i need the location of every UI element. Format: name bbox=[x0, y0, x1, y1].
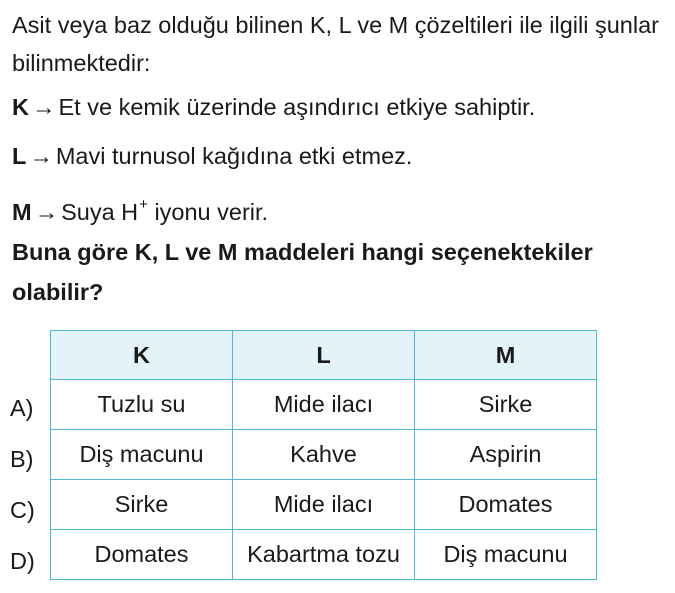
table-cell: Domates bbox=[51, 530, 233, 580]
table-row[interactable] bbox=[51, 380, 597, 430]
fact-k-letter: K bbox=[12, 94, 29, 120]
fact-m-text-after: iyonu verir. bbox=[147, 199, 269, 225]
option-b-label[interactable]: B) bbox=[10, 446, 34, 472]
table-cell: Mide ilacı bbox=[233, 380, 415, 430]
fact-l-letter: L bbox=[12, 143, 27, 169]
table-cell: Kabartma tozu bbox=[233, 530, 415, 580]
arrow-icon: → bbox=[34, 199, 59, 225]
header-l: L bbox=[233, 331, 415, 380]
header-k: K bbox=[51, 331, 233, 380]
arrow-icon: → bbox=[29, 143, 53, 169]
fact-m bbox=[12, 190, 268, 227]
option-a-label[interactable]: A) bbox=[10, 395, 34, 421]
option-d-label[interactable]: D) bbox=[10, 548, 35, 574]
header-m: M bbox=[415, 331, 597, 380]
table-cell: Diş macunu bbox=[51, 430, 233, 480]
answer-table bbox=[50, 330, 597, 580]
fact-m-text: Suya H bbox=[61, 199, 139, 225]
intro-text: Asit veya baz olduğu bilinen K, L ve M çözeltileri ile ilgili şunlar bilinmektedir: bbox=[12, 12, 659, 76]
question-text: Buna göre K, L ve M maddeleri hangi seçenektekiler olabilir? bbox=[12, 239, 593, 305]
table-cell: Tuzlu su bbox=[51, 380, 233, 430]
fact-m-letter: M bbox=[12, 199, 32, 225]
fact-k-text: Et ve kemik üzerinde aşındırıcı etkiye sahiptir. bbox=[58, 94, 536, 120]
fact-k bbox=[12, 92, 535, 122]
arrow-icon: → bbox=[31, 94, 56, 120]
table-cell: Sirke bbox=[51, 480, 233, 530]
fact-l bbox=[12, 141, 412, 171]
table-cell: Kahve bbox=[233, 430, 415, 480]
table-row[interactable] bbox=[51, 530, 597, 580]
fact-l-text: Mavi turnusol kağıdına etki etmez. bbox=[55, 143, 413, 169]
table-cell: Diş macunu bbox=[415, 530, 597, 580]
table-cell: Aspirin bbox=[415, 430, 597, 480]
table-row[interactable] bbox=[51, 480, 597, 530]
table-header-row bbox=[51, 331, 597, 380]
fact-m-superscript: + bbox=[139, 196, 148, 213]
table-cell: Mide ilacı bbox=[233, 480, 415, 530]
table-row[interactable] bbox=[51, 430, 597, 480]
table-cell: Domates bbox=[415, 480, 597, 530]
table-cell: Sirke bbox=[415, 380, 597, 430]
option-c-label[interactable]: C) bbox=[10, 497, 35, 523]
